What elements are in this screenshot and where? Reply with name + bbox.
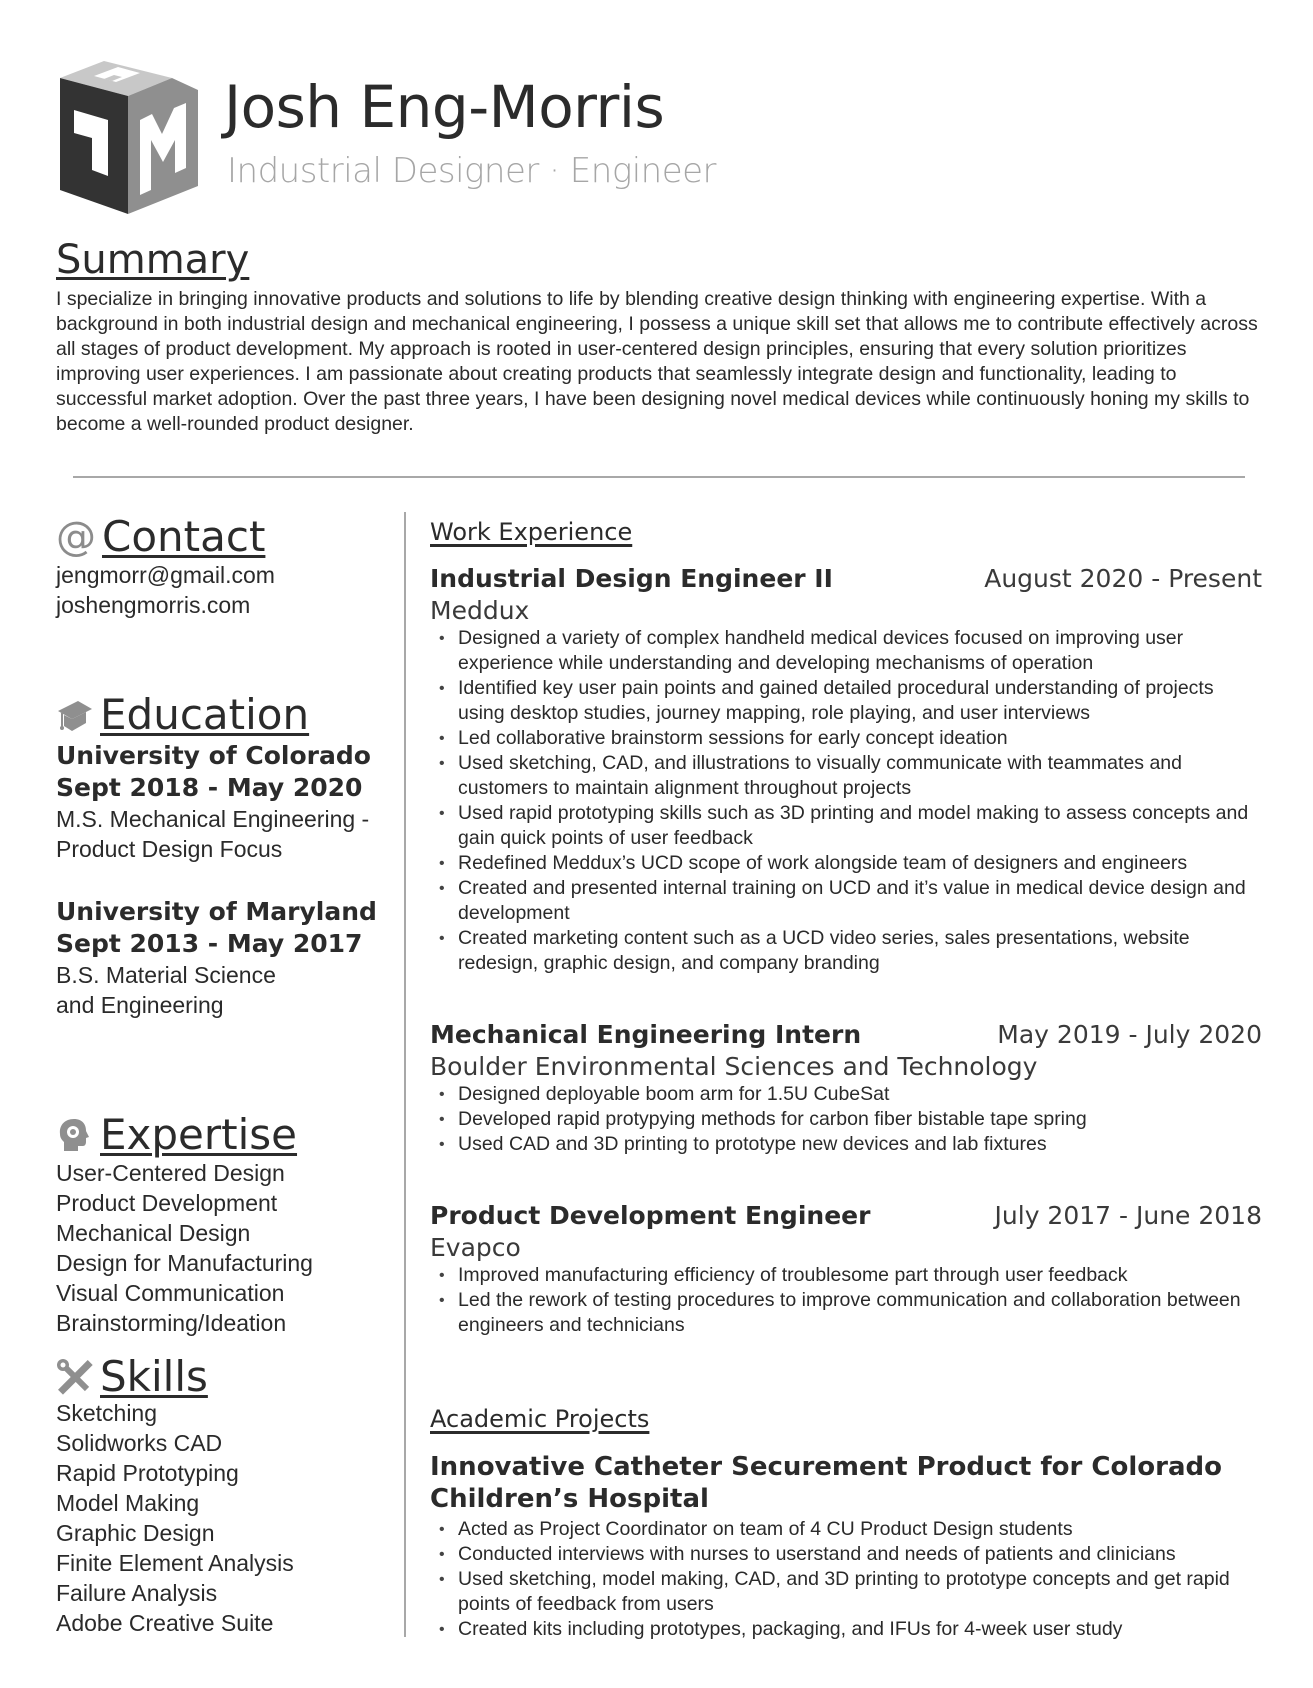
job-dates: August 2020 - Present <box>984 564 1262 593</box>
list-item: Mechanical Design <box>56 1220 251 1246</box>
education-entry-colorado <box>56 740 396 864</box>
list-item: • Improved manufacturing efficiency of troublesome part through user feedback <box>430 1263 1262 1288</box>
summary-text: I specialize in bringing innovative products and solutions to life by blending creative design thinking with engineering expertise. With a background in both industrial design and mechanical engineering, I possess a unique skill set that allows me to contribute effectively across all stages of product development. My approach is rooted in user-centered design principles, ensuring that every solution prioritizes improving user experiences. I am passionate about creating products that seamlessly integrate design and functionality, leading to successful market adoption. Over the past three years, I have been designing novel medical devices while continuously honing my skills to become a well-rounded product designer. <box>56 288 1258 435</box>
job-bullets <box>430 1263 1262 1338</box>
list-item: • Designed deployable boom arm for 1.5U CubeSat <box>430 1082 1262 1107</box>
list-item: Model Making <box>56 1490 200 1516</box>
job-bullets <box>430 626 1262 976</box>
work-experience-heading: Work Experience <box>430 518 633 546</box>
list-item: User-Centered Design <box>56 1160 285 1186</box>
contact-heading: Contact <box>102 512 266 561</box>
list-item: • Used sketching, model making, CAD, and 3D printing to prototype concepts and get rapid points of feedback from users <box>430 1567 1262 1617</box>
list-item: • Designed a variety of complex handheld medical devices focused on improving user experience while understanding and developing mechanisms of operation <box>430 626 1262 676</box>
job-evapco <box>430 1199 1262 1338</box>
project-catheter <box>430 1451 1262 1642</box>
list-item: • Conducted interviews with nurses to userstand and needs of patients and clinicians <box>430 1542 1262 1567</box>
list-item: • Used CAD and 3D printing to prototype new devices and lab fixtures <box>430 1132 1262 1157</box>
head-gear-icon <box>56 1116 94 1154</box>
list-item: Failure Analysis <box>56 1580 218 1606</box>
candidate-tagline: Industrial Designer · Engineer <box>227 151 717 191</box>
edu-school: University of Colorado <box>56 741 371 770</box>
list-item: • Identified key user pain points and gained detailed procedural understanding of projects using desktop studies, journey mapping, role playing, and user interviews <box>430 676 1262 726</box>
job-title: Industrial Design Engineer II <box>430 564 833 593</box>
job-title: Mechanical Engineering Intern <box>430 1020 862 1049</box>
summary-heading: Summary <box>56 237 250 283</box>
job-title: Product Development Engineer <box>430 1201 871 1230</box>
job-dates: May 2019 - July 2020 <box>997 1020 1262 1049</box>
edu-school: University of Maryland <box>56 897 377 926</box>
list-item: • Used sketching, CAD, and illustrations to visually communicate with teammates and customers to maintain alignment throughout projects <box>430 751 1262 801</box>
skills-heading: Skills <box>100 1352 208 1401</box>
list-item: • Led collaborative brainstorm sessions for early concept ideation <box>430 726 1262 751</box>
list-item: • Created and presented internal training on UCD and it’s value in medical device design and development <box>430 876 1262 926</box>
job-bullets <box>430 1082 1262 1157</box>
expertise-section <box>56 1110 396 1338</box>
edu-degree: M.S. Mechanical Engineering - Product Design Focus <box>56 806 370 862</box>
tools-icon <box>56 1358 94 1396</box>
list-item: • Acted as Project Coordinator on team of 4 CU Product Design students <box>430 1517 1262 1542</box>
education-section <box>56 690 396 1020</box>
list-item: Graphic Design <box>56 1520 215 1546</box>
job-company: Evapco <box>430 1233 521 1262</box>
list-item: Rapid Prototyping <box>56 1460 239 1486</box>
list-item: Finite Element Analysis <box>56 1550 294 1576</box>
education-heading: Education <box>100 690 310 739</box>
job-boulder <box>430 1018 1262 1157</box>
skills-list <box>56 1398 396 1638</box>
job-meddux <box>430 562 1262 976</box>
expertise-heading: Expertise <box>100 1110 298 1159</box>
edu-degree: B.S. Material Science and Engineering <box>56 962 276 1018</box>
list-item: Sketching <box>56 1400 158 1426</box>
list-item: Adobe Creative Suite <box>56 1610 274 1636</box>
edu-dates: Sept 2013 - May 2017 <box>56 929 363 958</box>
list-item: Design for Manufacturing <box>56 1250 313 1276</box>
contact-website[interactable]: joshengmorris.com <box>56 592 251 618</box>
candidate-name: Josh Eng-Morris <box>224 73 665 141</box>
edu-dates: Sept 2018 - May 2020 <box>56 773 363 802</box>
job-dates: July 2017 - June 2018 <box>994 1201 1262 1230</box>
list-item: • Created kits including prototypes, packaging, and IFUs for 4-week user study <box>430 1617 1262 1642</box>
list-item: Product Development <box>56 1190 278 1216</box>
list-item: Solidworks CAD <box>56 1430 223 1456</box>
project-title: Innovative Catheter Securement Product for Colorado Children’s Hospital <box>430 1452 1222 1514</box>
education-entry-maryland <box>56 896 396 1020</box>
list-item: • Created marketing content such as a UCD video series, sales presentations, website redesign, graphic design, and company branding <box>430 926 1262 976</box>
contact-section <box>56 512 396 620</box>
list-item: Visual Communication <box>56 1280 285 1306</box>
list-item: • Redefined Meddux’s UCD scope of work alongside team of designers and engineers <box>430 851 1262 876</box>
job-company: Boulder Environmental Sciences and Technology <box>430 1052 1038 1081</box>
expertise-list <box>56 1158 396 1338</box>
list-item: • Used rapid prototyping skills such as 3D printing and model making to assess concepts and gain quick points of user feedback <box>430 801 1262 851</box>
job-company: Meddux <box>430 596 530 625</box>
contact-email[interactable]: jengmorr@gmail.com <box>56 562 275 588</box>
list-item: • Led the rework of testing procedures to improve communication and collaboration between engineers and technicians <box>430 1288 1262 1338</box>
column-divider <box>404 512 406 1637</box>
list-item: Brainstorming/Ideation <box>56 1310 287 1336</box>
skills-section <box>56 1352 396 1638</box>
project-bullets <box>430 1517 1262 1642</box>
list-item: • Developed rapid protypying methods for carbon fiber bistable tape spring <box>430 1107 1262 1132</box>
jem-logo <box>52 58 204 214</box>
horizontal-divider <box>73 476 1245 478</box>
at-icon: @ <box>56 514 96 560</box>
graduation-cap-icon <box>56 697 94 733</box>
academic-projects-heading: Academic Projects <box>430 1405 650 1433</box>
